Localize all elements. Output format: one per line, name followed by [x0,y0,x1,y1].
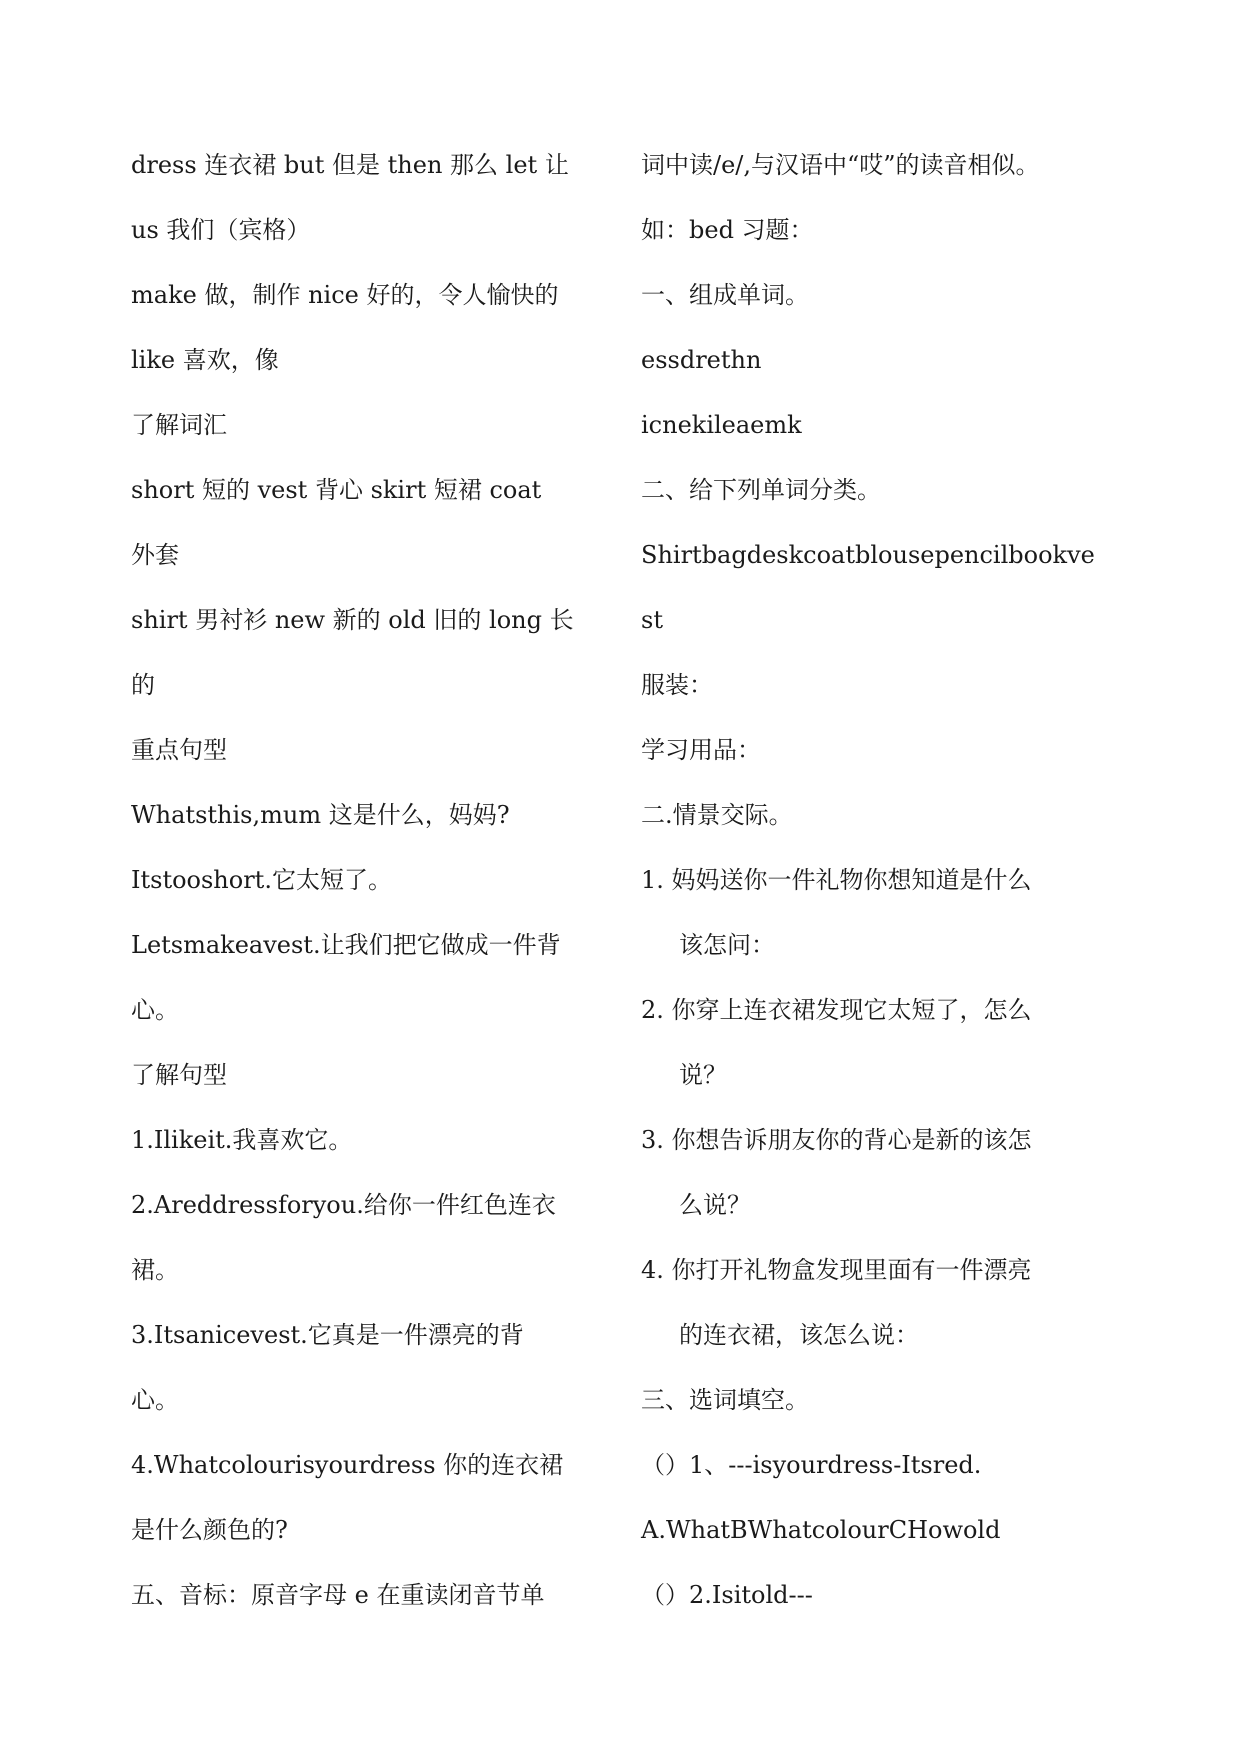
text-line: Itstooshort.它太短了。 [131,866,392,894]
text-line: 学习用品： [641,736,761,764]
section-heading: 一、组成单词。 [641,281,809,309]
list-item: 1. 妈妈送你一件礼物你想知道是什么 [641,866,1032,894]
text-line: make 做，制作 nice 好的，令人愉快的 [131,281,559,309]
list-item: 4. 你打开礼物盒发现里面有一件漂亮 [641,1256,1032,1284]
list-item-continuation: 说？ [679,1061,727,1089]
text-line: 的 [131,671,155,699]
text-line: st [641,606,663,634]
text-line: icnekileaemk [641,411,802,439]
text-line: Whatsthis,mum 这是什么，妈妈? [131,801,510,829]
left-column [131,133,601,1628]
text-line: Shirtbagdeskcoatblousepencilbookve [641,541,1095,569]
right-column [641,133,1141,1628]
text-line: like 喜欢，像 [131,346,279,374]
text-line: 外套 [131,541,179,569]
section-heading: 二、给下列单词分类。 [641,476,881,504]
section-heading: 了解词汇 [131,411,227,439]
list-item: 3. 你想告诉朋友你的背心是新的该怎 [641,1126,1032,1154]
answer-options: A.WhatBWhatcolourCHowold [641,1516,1001,1544]
text-line: 五、音标：原音字母 e 在重读闭音节单 [131,1581,545,1609]
text-line: us 我们（宾格） [131,216,311,244]
list-item-continuation: 该怎问： [679,931,775,959]
text-line: 心。 [131,996,179,1024]
section-heading: 三、选词填空。 [641,1386,809,1414]
text-line: 是什么颜色的? [131,1516,288,1544]
text-line: 服装： [641,671,713,699]
question-line: （）1、---isyourdress-Itsred. [641,1451,982,1479]
text-line: 心。 [131,1386,179,1414]
text-line: 词中读/e/,与汉语中“哎”的读音相似。 [641,151,1040,179]
text-line: Letsmakeavest.让我们把它做成一件背 [131,931,561,959]
text-line: 裙。 [131,1256,179,1284]
text-line: shirt 男衬衫 new 新的 old 旧的 long 长 [131,606,574,634]
text-line: essdrethn [641,346,762,374]
text-line: 2.Areddressforyou.给你一件红色连衣 [131,1191,556,1219]
section-heading: 了解句型 [131,1061,227,1089]
list-item-continuation: 么说？ [679,1191,751,1219]
section-heading: 二.情景交际。 [641,801,793,829]
text-line: 如：bed 习题： [641,216,814,244]
list-item: 2. 你穿上连衣裙发现它太短了，怎么 [641,996,1032,1024]
section-heading: 重点句型 [131,736,227,764]
text-line: dress 连衣裙 but 但是 then 那么 let 让 [131,151,569,179]
text-line: 3.Itsanicevest.它真是一件漂亮的背 [131,1321,524,1349]
text-line: 4.Whatcolourisyourdress 你的连衣裙 [131,1451,564,1479]
text-line: 1.Ilikeit.我喜欢它。 [131,1126,353,1154]
question-line: （）2.Isitold--- [641,1581,813,1609]
list-item-continuation: 的连衣裙，该怎么说： [679,1321,919,1349]
text-line: short 短的 vest 背心 skirt 短裙 coat [131,476,542,504]
